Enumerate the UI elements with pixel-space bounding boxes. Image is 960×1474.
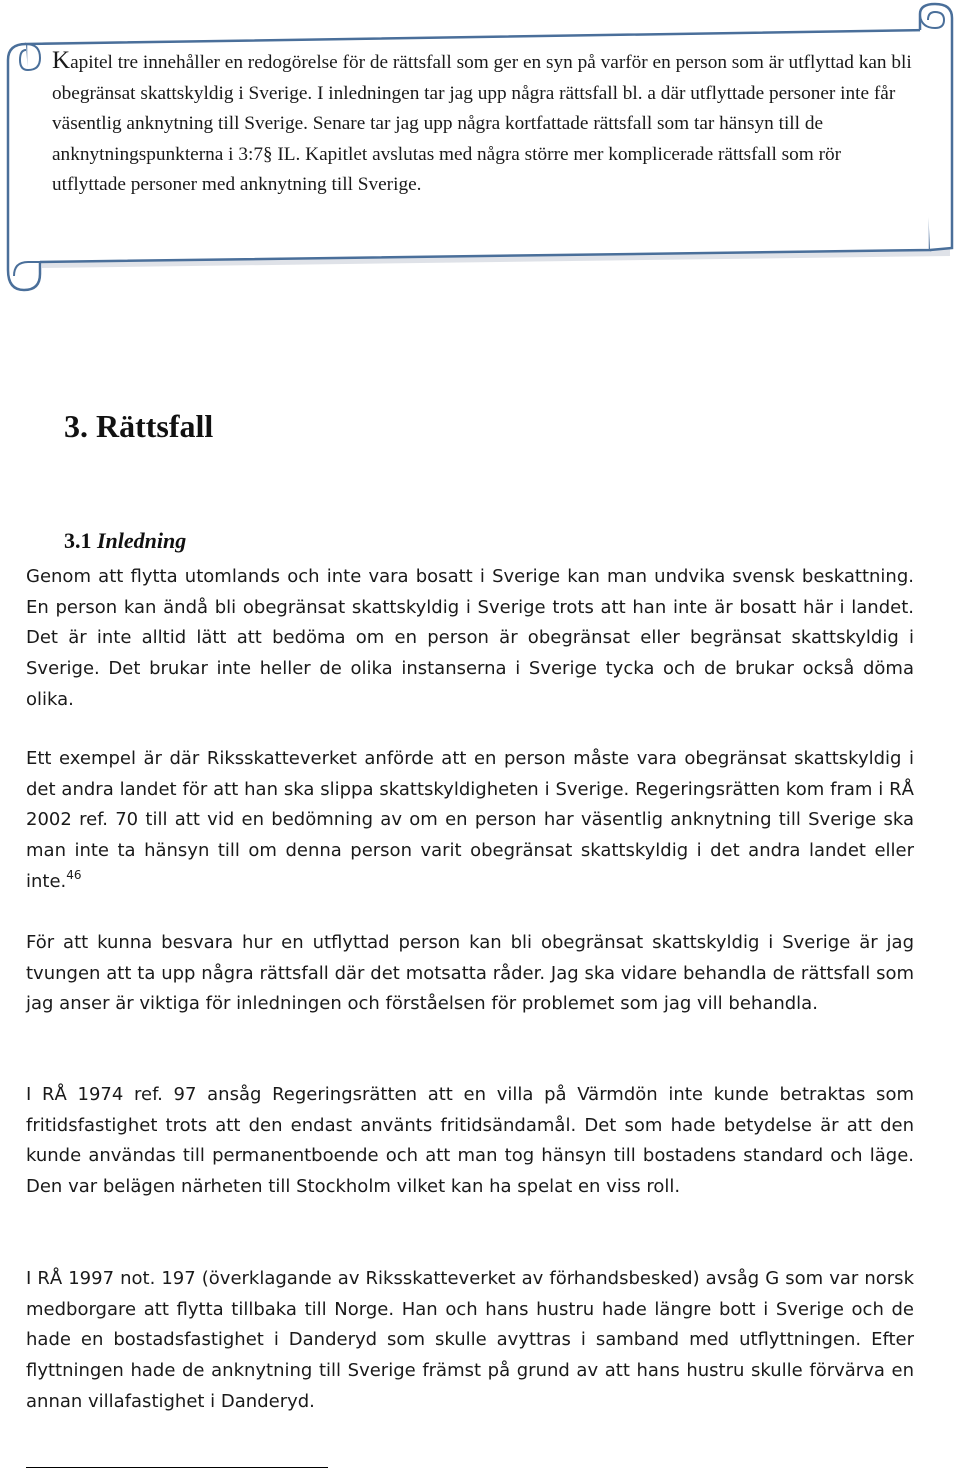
callout-text-part1: apitel tre innehåller en redogörelse för de rättsfall som ger en syn på varför en person som är utflyttad kan bli obegränsat skattskyldig i Sverige. I inledningen tar jag upp några rättsfall bl. a där utflyttade personer inte får väsentlig anknytning till Sverige. Senare tar jag upp några kortfattade rättsfall som tar hänsyn till de anknytningspunkterna i 3:7 [52, 52, 912, 165]
paragraph: Genom att flytta utomlands och inte vara bosatt i Sverige kan man undvika svensk beskattning. En person kan ändå bli obegränsat skattskyldig i Sverige trots att han inte är bosatt här i landet. Det är inte alltid lätt att bedöma om en person är obegränsat eller begränsat skattskyldig i Sverige. Det brukar inte heller de olika instanserna i Sverige tycka och de brukar också döma olika. [26, 566, 914, 710]
section-title: Inledning [97, 528, 187, 553]
section-heading [64, 528, 186, 554]
footnote-separator [26, 1467, 328, 1468]
footnote-ref[interactable]: 46 [66, 867, 82, 882]
paragraph: I RÅ 1974 ref. 97 ansåg Regeringsrätten att en villa på Värmdön inte kunde betraktas som fritidsfastighet trots att den endast använts fritidsändamål. Det som hade betydelse är att den kunde användas till permanentboende och att man tog hänsyn till bostadens standard och läge. Den var belägen närheten till Stockholm vilket kan ha spelat en viss roll. [26, 1084, 914, 1198]
callout-text-part2: IL. Kapitlet avslutas med några större mer komplicerade rättsfall som rör utflyttade personer med anknytning till Sverige. [52, 143, 842, 196]
paragraph-text: Ett exempel är där Riksskatteverket anförde att en person måste vara obegränsat skattskyldig i det andra landet för att han ska slippa skattskyldigheten i Sverige. Regeringsrätten kom fram i RÅ 2002 ref. 70 till att vid en bedömning av om en person har väsentlig anknytning till Sverige ska man inte ta hänsyn till om denna person varit obegränsat skattskyldig i det andra landet eller inte. [26, 748, 914, 892]
section-sign: § [263, 143, 273, 165]
callout-dropcap: K [52, 47, 71, 74]
chapter-title: 3. Rättsfall [64, 408, 214, 444]
callout-text [52, 46, 914, 201]
paragraph [26, 744, 914, 898]
paragraph: I RÅ 1997 not. 197 (överklagande av Riksskatteverket av förhandsbesked) avsåg G som var norsk medborgare att flytta tillbaka till Norge. Han och hans hustru hade längre bott i Sverige och de hade en bostadsfastighet i Danderyd som skulle avyttras i samband med utflyttningen. Efter flyttningen hade de anknytning till Sverige främst på grund av att hans hustru skulle förvärva en annan villafastighet i Danderyd. [26, 1268, 914, 1412]
paragraph: För att kunna besvara hur en utflyttad person kan bli obegränsat skattskyldig i Sverige är jag tvungen att ta upp några rättsfall där det motsatta råder. Jag ska vidare behandla de rättsfall som jag anser är viktiga för inledningen och förståelsen för problemet som jag vill behandla. [26, 932, 914, 1015]
section-number: 3.1 [64, 528, 92, 553]
